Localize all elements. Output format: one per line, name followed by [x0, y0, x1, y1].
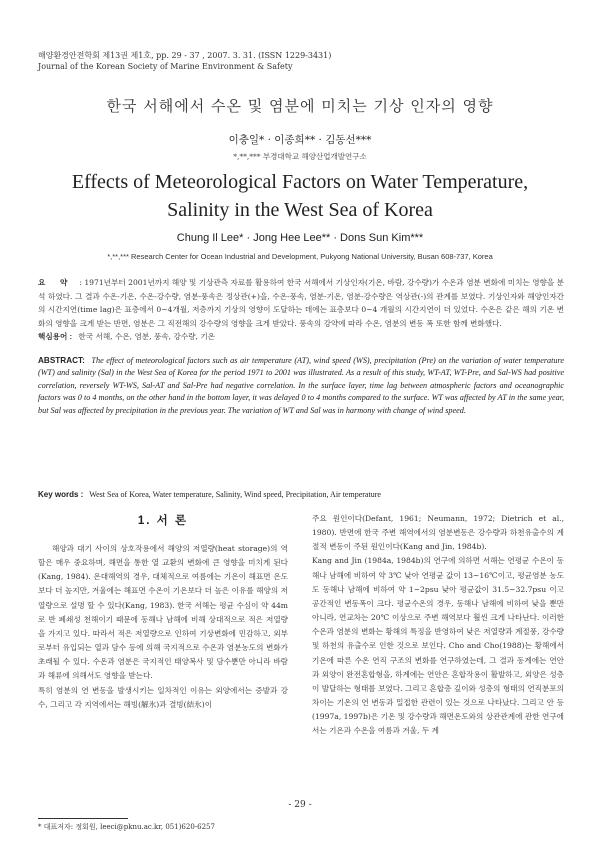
paper-title-ko: 한국 서해에서 수온 및 염분에 미치는 기상 인자의 영향: [106, 97, 494, 115]
journal-name-en: Journal of the Korean Society of Marine Environment & Safety: [38, 62, 293, 71]
paper-title-en-line2: Salinity in the West Sea of Korea: [167, 199, 433, 221]
paragraph: 특히 염분의 연 변동을 발생시키는 일차적인 이유는 외양에서는 증발과 강수, 그리고 각 지역에서는 해빙(解氷)과 결빙(結氷)이: [38, 685, 288, 709]
keywords-en-label: Key words :: [38, 490, 84, 499]
abstract-ko-label: 요 약: [38, 278, 74, 287]
abstract-ko: 요 약 : 1971년부터 2001년까지 해양 및 기상관측 자료를 활용하여 한국 서해에서 기상인자(기온, 바람, 강수량)가 수온과 염분 변화에 미치는 영향을 분석 하였다. 그 결과 수온-기온, 수온-강수량, 염분-풍속은 정상관(+)을, 수온-풍속, 염분-기온, 염분-강수량은 역상관(-)의 관계를 보였다. 기상인자와 해양인자간의 시간지연(time lag)은 표층에서 0~4개월, 저층까지 기상의 영향이 도달하는 데에는 표층보다 0~4 개월의 시간지연이 더 있었다. 수온은 같은 해의 기온 변화의 영향을 크게 받는 반면, 염분은 그 직전해의 강수량의 영향을 크게 받았다. 풍속의 강약에 따라 수온, 염분의 변동 폭 또한 함께 변화했다.: [38, 278, 564, 328]
affiliation-en: *,**,*** Research Center for Ocean Industrial and Development, Pukyong National University, Busan 608-737, Korea: [107, 252, 493, 261]
paragraph: 해양과 대기 사이의 상호작용에서 해양의 저열량(heat storage)의 역할은 매우 중요하며, 해면을 통한 열 교환의 변화에 큰 영향을 미치게 된다(Kang, 1984). 온대해역의 경우, 대체적으로 여름에는 기온이 해표면 온도보다 더 높지만, 겨울에는 해표면 수온이 기온보다 더 높은 이유를 해양의 저열량으로 설명 할 수 있다(Kang, 1983). 한국 서해는 평균 수심이 약 44m로 반 폐쇄성 천해이기 때문에 동해나 남해에 비해 상대적으로 적은 저열량을 가지고 있다. 따라서 적은 저열량으로 인하여 기상변화에 민감하고, 외부로부터 유입되는 열과 담수 등에 의해 국지적으로 수온과 염분농도의 변화가 초래될 수 있다. 수온과 염분은 국지적인 태양복사 및 담수뿐만 아니라 바람과 해류에 의해서도 영향을 받는다.: [38, 544, 288, 681]
page-number: - 29 -: [288, 800, 312, 810]
affiliation-ko: *,**,*** 부경대학교 해양산업개발연구소: [233, 152, 367, 161]
keywords-ko-label: 핵심용어 :: [38, 332, 72, 341]
keywords-en: [38, 490, 564, 499]
paper-title-en-line1: Effects of Meteorological Factors on Water Temperature,: [71, 171, 529, 193]
authors-ko: 이충일* · 이종희** · 김동선***: [228, 134, 372, 146]
authors-en: Chung Il Lee* · Jong Hee Lee** · Dons Sun Kim***: [176, 232, 424, 244]
abstract-en-label: ABSTRACT:: [38, 356, 85, 365]
footnote-corresponding-author: * 대표저자: 정회원, leeci@pknu.ac.kr, 051)620-6257: [38, 823, 215, 831]
journal-citation-ko: 해양환경안전학회 제13권 제1호, pp. 29 - 37 , 2007. 3. 31. (ISSN 1229-3431): [38, 51, 332, 60]
section-heading-introduction: 1. 서 론: [137, 515, 189, 527]
keywords-ko: [38, 331, 564, 342]
paper-title-en: [0, 168, 600, 224]
keywords-ko-text: 한국 서해, 수온, 염분, 풍속, 강수량, 기온: [78, 332, 215, 341]
abstract-ko-text: 1971년부터 2001년까지 해양 및 기상관측 자료를 활용하여 한국 서해에서 기상인자(기온, 바람, 강수량)가 수온과 염분 변화에 미치는 영향을 분석 하였다. 그 결과 수온-기온, 수온-강수량, 염분-풍속은 정상관(+)을, 수온-풍속, 염분-기온, 염분-강수량은 역상관(-)의 관계를 보였다. 기상인자와 해양인자간의 시간지연(time lag)은 표층에서 0~4개월, 저층까지 기상의 영향이 도달하는 데에는 표층보다 0~4 개월의 시간지연이 더 있었다. 수온은 같은 해의 기온 변화의 영향을 크게 받는 반면, 염분은 그 직전해의 강수량의 영향을 크게 받았다. 풍속의 강약에 따라 수온, 염분의 변동 폭 또한 함께 변화했다.: [38, 278, 564, 328]
body-column-right: [312, 512, 564, 739]
body-column-left: [38, 542, 288, 712]
keywords-en-text: West Sea of Korea, Water temperature, Salinity, Wind speed, Precipitation, Air temperature: [89, 490, 381, 499]
abstract-en-text: The effect of meteorological factors such as air temperature (AT), wind speed (WS), precipitation (Pre) on the variation of water temperature (WT) and salinity (Sal) in the West Sea of Korea for the period 1971 to 2001 was illustrated. As a result of this study, WT-AT, WT-Pre, and Sal-WS had positive correlation, reversely WT-WS, Sal-AT and Sal-Pre had negative correlation. In the surface layer, time lag between atmospheric factors and oceanographic factors was 0 to 4 months, on the other hand in the bottom layer, it was delayed 0 to 4 months compared to the surface. WT was affected by AT in the same year, but Sal was affected by precipitation in the previous year. The variation of WT and Sal was in harmony with change of wind speed.: [38, 356, 565, 415]
paragraph: Kang and Jin (1984a, 1984b)의 연구에 의하면 서해는 연평균 수온이 동해나 남해에 비하여 약 3℃ 낮아 연평균 값이 13~16℃이고, 평균염분 농도도 동해나 남해에 비하여 약 1~2psu 낮아 평균값이 31.5~32.7psu 이고 공간적인 변동폭이 크다. 평균수온의 경우, 동해나 남해에 비하여 낮을 뿐만 아니라, 연교차는 20℃ 이상으로 주변 해역보다 훨씬 크게 나타난다. 이러한 수온과 염분의 변화는 황해의 특징을 반영하여 낮은 저열량과 계절풍, 강수량 및 하천의 유출수로 인한 것으로 보인다. Cho and Cho(1988)는 황해에서 기온에 따른 수온 연직 구조의 변화를 연구하였는데, 그 결과 동계에는 연안과 외양이 완전혼합형을, 하계에는 연안은 혼합작용이 활발하고, 외양은 성층이 발달하는 형태를 보였다. 그리고 혼합층 깊이와 성층의 형태의 연직분포의 차이는 기온의 연 변동과 밀접한 관련이 있는 것으로 나타났다. 그리고 안 등(1997a, 1997b)은 기온 및 강수량과 해면온도와의 상관관계에 관한 연구에서는 기온과 수온을 여름과 겨울, 두 계: [312, 556, 564, 736]
journal-header: [38, 50, 331, 72]
abstract-en: [38, 355, 564, 417]
footnote-divider: [38, 818, 128, 819]
paragraph: 주요 원인이다(Defant, 1961; Neumann, 1972; Dietrich et al., 1980). 반면에 한국 주변 해역에서의 염분변동은 강수량과 하천유출수의 계절적 변동이 주된 원인이다(Kang and Jin, 1984b).: [312, 514, 564, 552]
